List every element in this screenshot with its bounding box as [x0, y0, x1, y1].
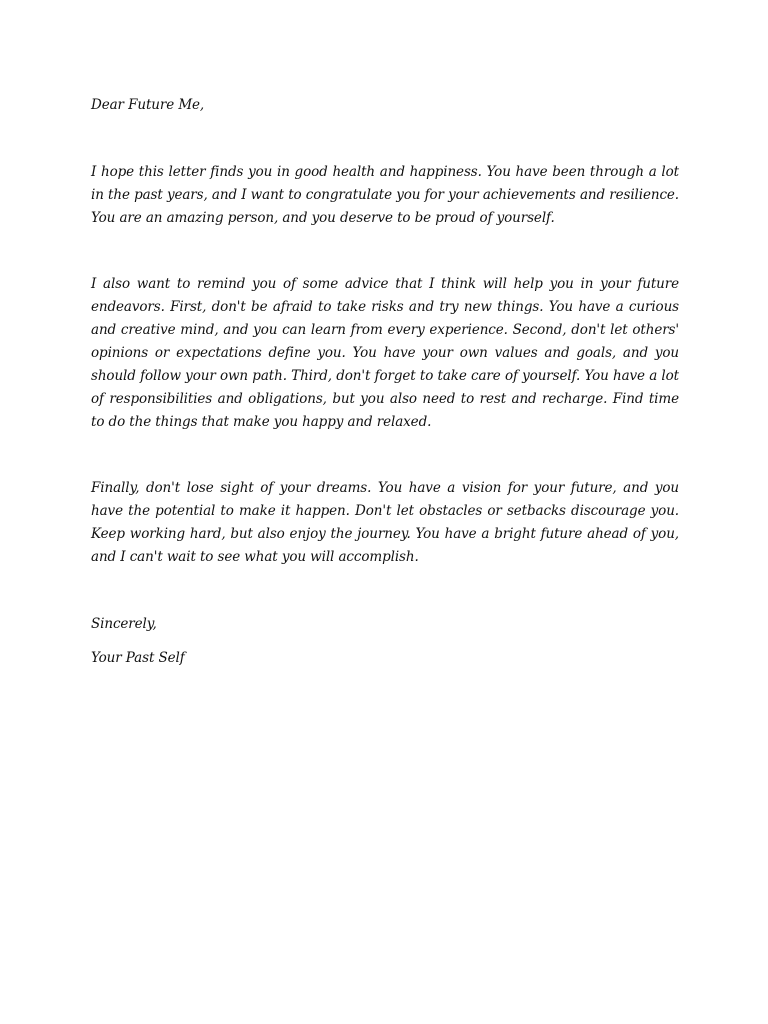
letter-signature: Your Past Self	[91, 650, 185, 666]
letter-body	[91, 94, 679, 670]
letter-paragraph-1: I hope this letter finds you in good health and happiness. You have been through a lot in the past years, and I want to congratulate you for your achievements and resilience. You are an amazing person, and you deserve to be proud of yourself.	[91, 164, 679, 226]
letter-paragraph-2: I also want to remind you of some advice that I think will help you in your future endeavors. First, don't be afraid to take risks and try new things. You have a curious and creative mind, and you can learn from every experience. Second, don't let others' opinions or expectations define you. You have your own values and goals, and you should follow your own path. Third, don't forget to take care of yourself. You have a lot of responsibilities and obligations, but you also need to rest and recharge. Find time to do the things that make you happy and relaxed.	[91, 276, 679, 430]
letter-closing: Sincerely,	[91, 616, 157, 632]
letter-paragraph-3: Finally, don't lose sight of your dreams. You have a vision for your future, and you have the potential to make it happen. Don't let obstacles or setbacks discourage you. Keep working hard, but also enjoy the journey. You have a bright future ahead of you, and I can't wait to see what you will accomplish.	[91, 480, 679, 565]
letter-greeting: Dear Future Me,	[91, 97, 205, 113]
